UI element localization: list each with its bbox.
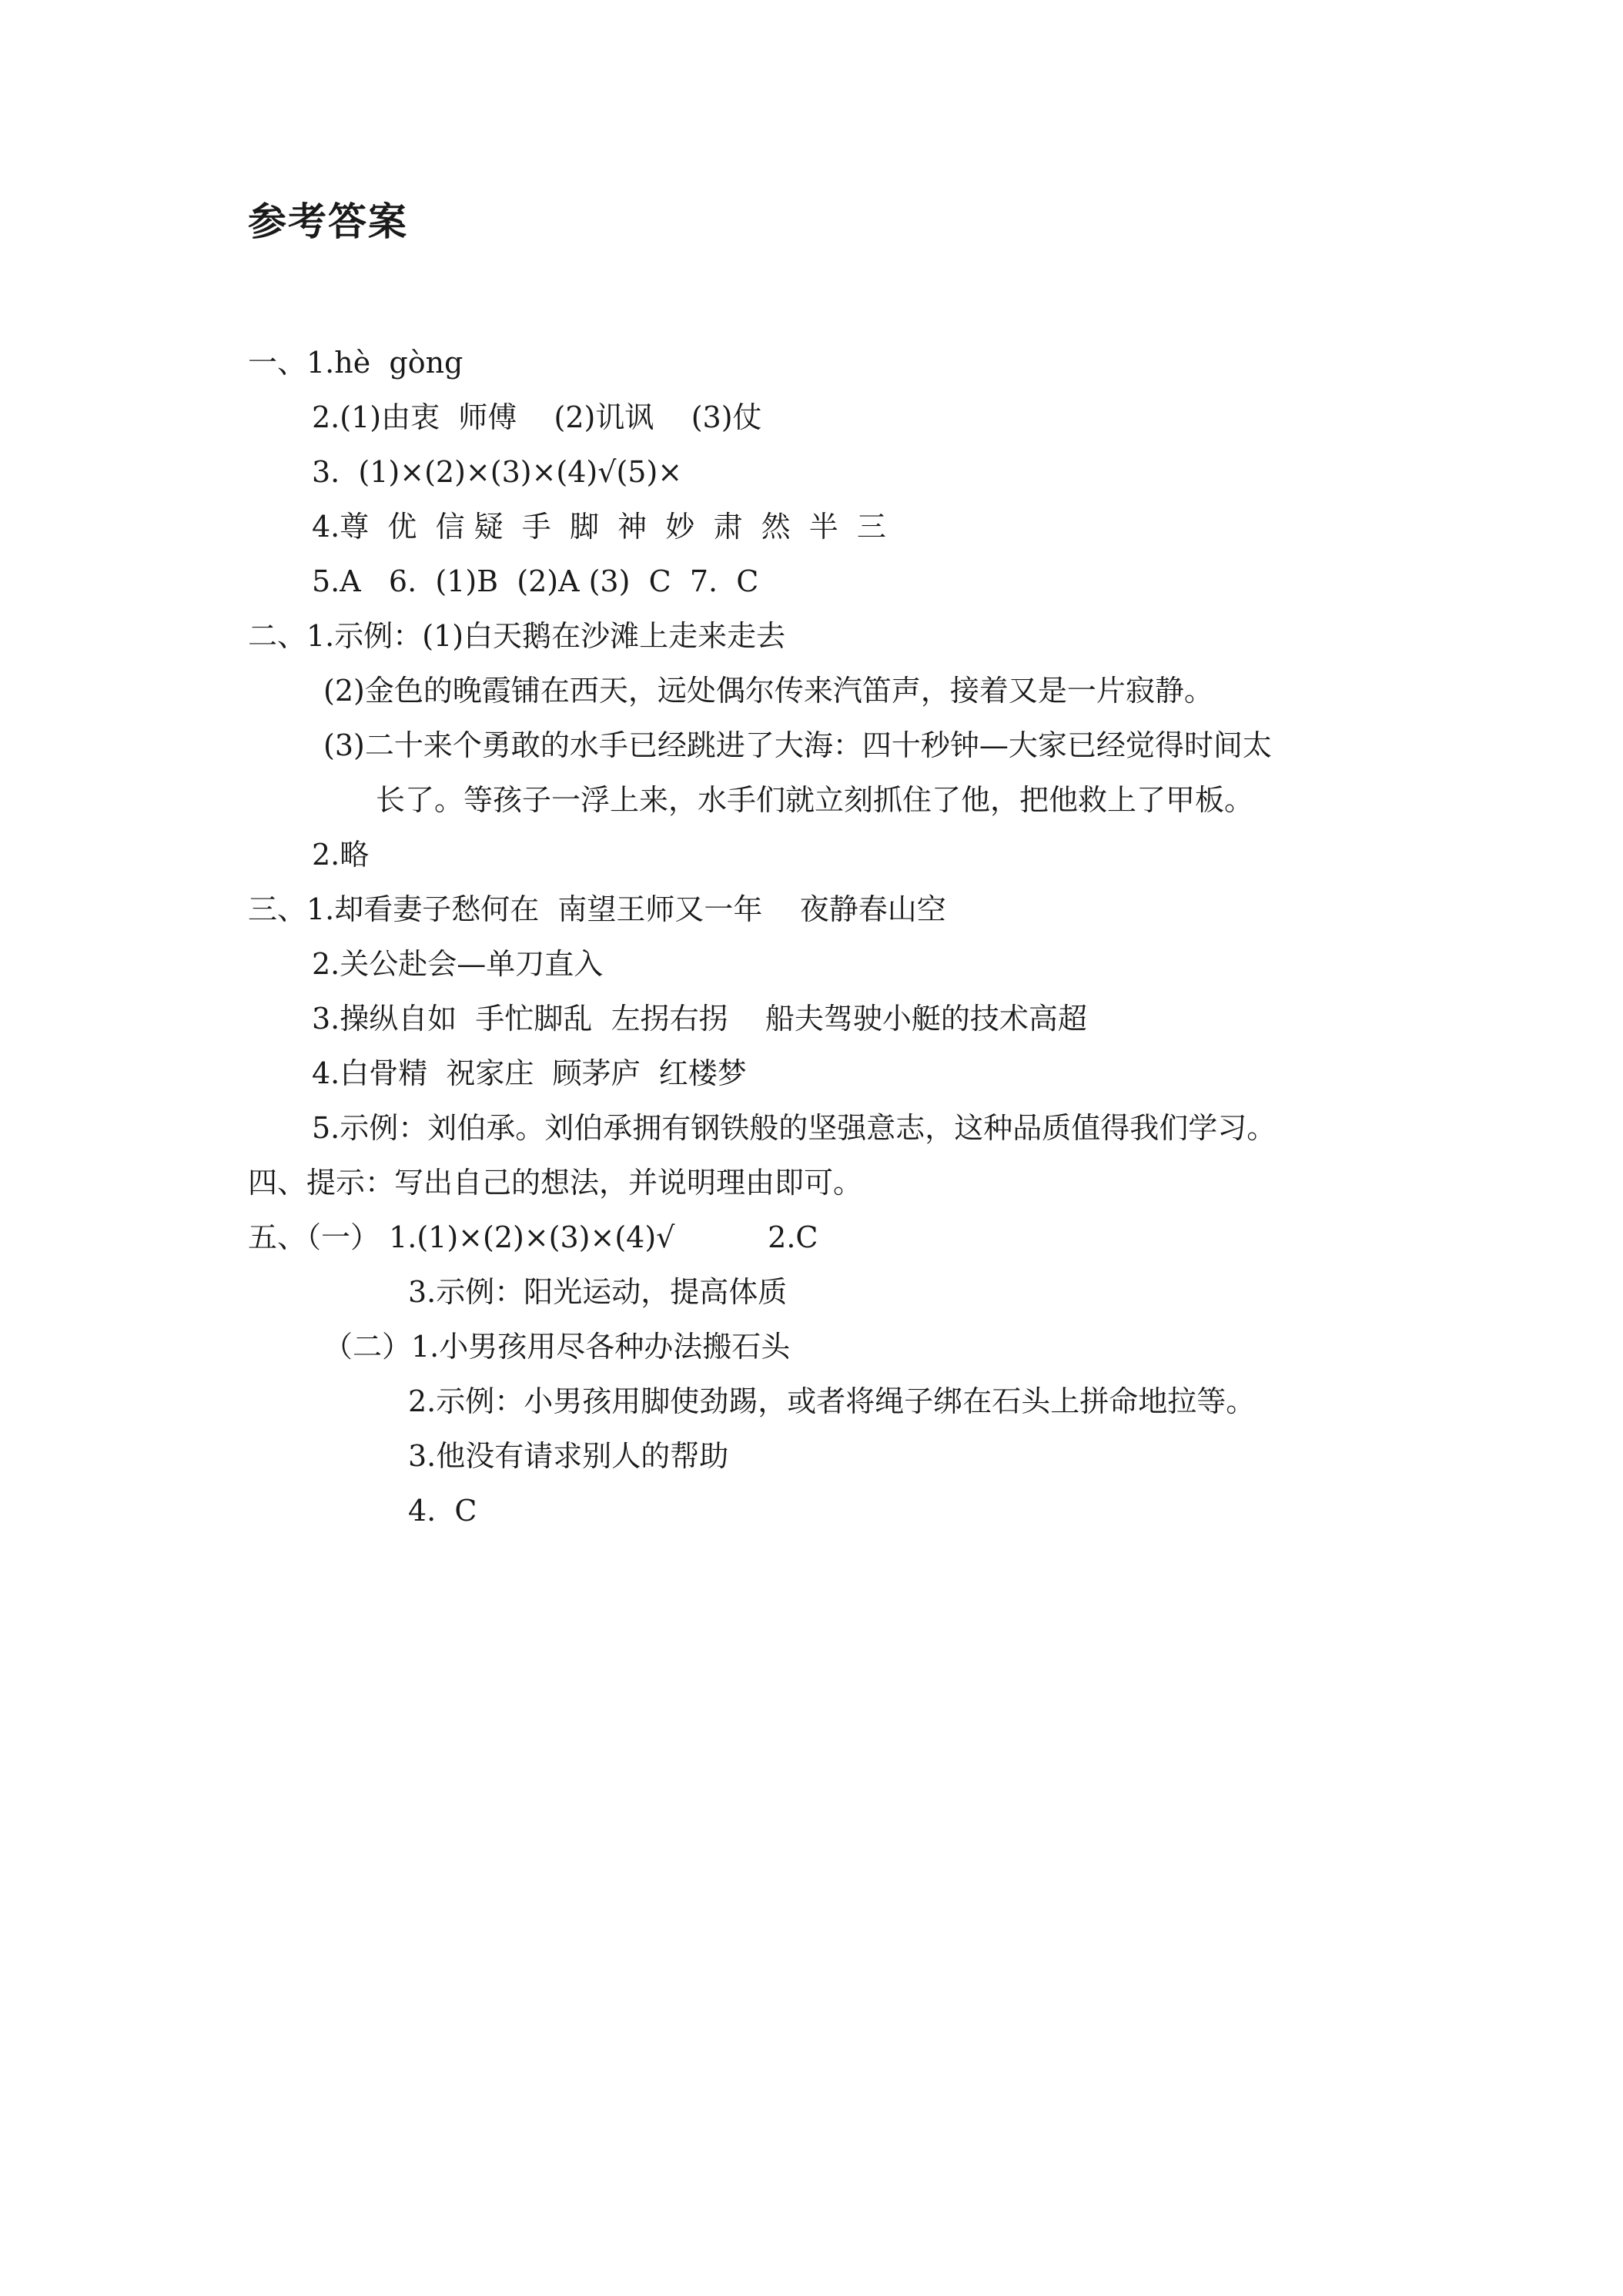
answer-line-5-2-2: 2.示例：小男孩用脚使劲踢，或者将绳子绑在石头上拼命地拉等。: [408, 1384, 1256, 1418]
answer-line-3-3: 3.操纵自如 手忙脚乱 左拐右拐 船夫驾驶小艇的技术高超: [312, 1002, 1087, 1036]
answer-line-2-1-2: (2)金色的晚霞铺在西天，远处偶尔传来汽笛声，接着又是一片寂静。: [323, 674, 1213, 708]
answer-line-5-1-3: 3.示例：阳光运动，提高体质: [408, 1275, 788, 1309]
answer-line-2-1-3-cont: 长了。等孩子一浮上来，水手们就立刻抓住了他，把他救上了甲板。: [376, 783, 1254, 817]
answer-line-4: 四、提示：写出自己的想法，并说明理由即可。: [248, 1166, 863, 1200]
answer-line-5-1: 五、（一） 1.(1)×(2)×(3)×(4)√ 2.C: [248, 1220, 818, 1254]
answer-line-2-2: 2.略: [312, 838, 370, 872]
answer-line-2-1: 二、1.示例：(1)白天鹅在沙滩上走来走去: [248, 619, 786, 653]
answer-line-1-4: 4.尊 优 信 疑 手 脚 神 妙 肃 然 半 三: [312, 510, 886, 544]
answer-line-3-5: 5.示例：刘伯承。刘伯承拥有钢铁般的坚强意志，这种品质值得我们学习。: [312, 1111, 1277, 1145]
answer-line-3-1: 三、1.却看妻子愁何在 南望王师又一年 夜静春山空: [248, 892, 946, 926]
answer-line-5-2-4: 4. C: [408, 1494, 477, 1528]
answer-line-3-4: 4.白骨精 祝家庄 顾茅庐 红楼梦: [312, 1056, 747, 1090]
answer-line-3-2: 2.关公赴会—单刀直入: [312, 947, 604, 981]
answer-line-1-1: 一、1.hè gòng: [248, 346, 463, 380]
answer-line-5-2-1: （二）1.小男孩用尽各种办法搬石头: [323, 1330, 791, 1364]
answer-line-1-5: 5.A 6. (1)B (2)A (3) C 7. C: [312, 564, 759, 598]
answer-line-1-3: 3. (1)×(2)×(3)×(4)√(5)×: [312, 455, 683, 489]
answer-line-1-2: 2.(1)由衷 师傅 (2)讥讽 (3)仗: [312, 400, 762, 434]
answer-line-5-2-3: 3.他没有请求别人的帮助: [408, 1439, 729, 1473]
answer-line-2-1-3: (3)二十来个勇敢的水手已经跳进了大海：四十秒钟—大家已经觉得时间太: [323, 728, 1272, 762]
page-title: 参考答案: [248, 199, 408, 244]
